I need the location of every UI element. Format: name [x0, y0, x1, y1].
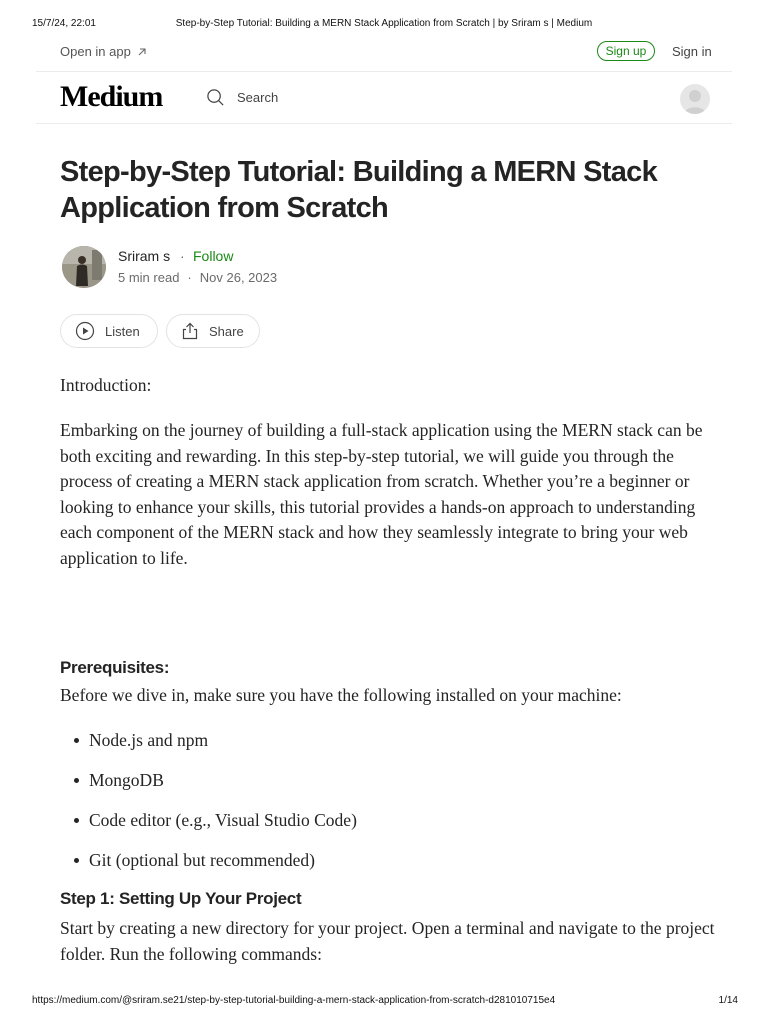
- intro-paragraph: Embarking on the journey of building a full-stack application using the MERN stack can be both exciting and rewarding. In this step-by-step tutorial, we will guide you through the process of creating a MERN stack application from scratch. Whether you’re a beginner or looking to enhance your skills, this tutorial provides a hands-on approach to understanding each component of the MERN stack and how they seamlessly integrate to bring your web application to life.: [60, 420, 703, 568]
- prerequisites-text: Before we dive in, make sure you have the following installed on your machine:: [60, 685, 622, 705]
- list-item: Node.js and npm: [60, 728, 357, 768]
- print-datetime: 15/7/24, 22:01: [32, 18, 96, 29]
- sign-up-button[interactable]: Sign up: [597, 41, 655, 61]
- prerequisites-list: [60, 728, 357, 888]
- share-button[interactable]: [166, 314, 260, 348]
- share-label: Share: [209, 323, 244, 339]
- read-time: 5 min read: [118, 270, 180, 285]
- author-name[interactable]: Sriram s: [118, 248, 171, 264]
- divider: [36, 123, 732, 124]
- step1-text: Start by creating a new directory for your project. Open a terminal and navigate to the project folder. Run the following commands:: [60, 918, 715, 964]
- publish-date: Nov 26, 2023: [199, 270, 278, 285]
- author-avatar[interactable]: [62, 246, 106, 288]
- print-page-title: Step-by-Step Tutorial: Building a MERN Stack Application from Scratch | by Sriram s | Medium: [175, 18, 593, 29]
- listen-label: Listen: [105, 323, 140, 339]
- intro-label: Introduction:: [60, 375, 152, 395]
- list-item: MongoDB: [60, 768, 357, 808]
- print-url: https://medium.com/@sriram.se21/step-by-step-tutorial-building-a-mern-stack-application-from-scratch-d281010715e4: [32, 995, 556, 1006]
- search-icon: [206, 88, 225, 107]
- open-in-app-link[interactable]: [60, 44, 147, 59]
- print-header: [0, 18, 768, 32]
- divider: [36, 71, 732, 72]
- search-bar[interactable]: [206, 88, 278, 107]
- follow-button[interactable]: Follow: [193, 248, 234, 264]
- listen-button[interactable]: [60, 314, 158, 348]
- user-avatar-icon[interactable]: [680, 84, 710, 114]
- prerequisites-heading: Prerequisites:: [60, 658, 170, 677]
- separator-dot: ·: [180, 248, 185, 264]
- step1-heading: Step 1: Setting Up Your Project: [60, 889, 302, 908]
- search-input[interactable]: Search: [237, 90, 279, 105]
- share-icon: [181, 322, 199, 340]
- play-icon: [75, 321, 95, 341]
- article-meta: [118, 270, 277, 285]
- top-bar: [60, 44, 712, 64]
- article-title: Step-by-Step Tutorial: Building a MERN Stack Application from Scratch: [60, 156, 658, 224]
- open-in-app-label: Open in app: [60, 44, 131, 59]
- list-item: Code editor (e.g., Visual Studio Code): [60, 808, 357, 848]
- medium-logo[interactable]: Medium: [60, 80, 163, 113]
- sign-in-link[interactable]: Sign in: [672, 44, 712, 59]
- page-number: 1/14: [718, 995, 738, 1006]
- arrow-up-right-icon: [137, 47, 147, 57]
- list-item: Git (optional but recommended): [60, 848, 357, 888]
- separator-dot: ·: [187, 270, 192, 285]
